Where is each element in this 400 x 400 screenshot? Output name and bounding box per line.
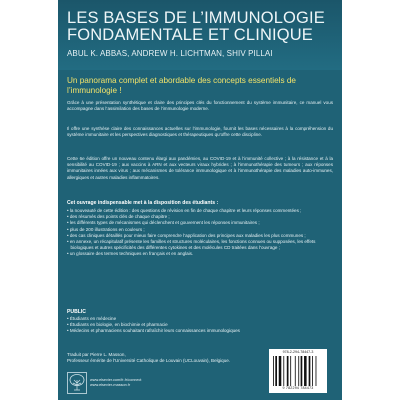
audience-heading: PUBLIC (67, 309, 86, 315)
audience-list (67, 316, 240, 335)
audience-item: • Étudiants en médecine (67, 316, 117, 321)
publisher-urls (90, 378, 141, 388)
features-heading: Cet ouvrage indispensable met à la disposition des étudiants : (67, 200, 219, 206)
translator-name: Traduit par Pierre L. Masson, (67, 352, 126, 357)
title-line-1: LES BASES DE L’IMMUNOLOGIE (67, 9, 325, 27)
feature-item: • des cas cliniques détaillés pour mieux faire comprendre l’application des principes aux maladies les plus communes ; (67, 232, 306, 238)
feature-item: • la nouveauté de cette édition : des questions de révision en fin de chaque chapitre et leurs réponses commentées ; (67, 208, 302, 213)
translator-title: Professeur émérite de l’Université Catholique de Louvain (UCLouvain), Belgique. (67, 358, 231, 364)
elsevier-tree-logo-icon (67, 372, 87, 394)
barcode-digits: 9 782294 784473 (282, 386, 314, 390)
translator-credit (67, 352, 230, 364)
isbn-label: 978-2-294-78447-3 (282, 350, 314, 354)
feature-item: • en annexe, un récapitulatif présente les familles et structures moléculaires, les fonctions connues ou supposées, les effets biologiques et autres spécificités des différentes cytokines et des molécules CD traitées dans l’ouvrage ; (67, 239, 316, 251)
publisher-url[interactable]: www.elsevier.com/fr-fr/connect (90, 378, 142, 382)
book-title (67, 10, 325, 44)
synthesis-paragraph: Il offre une synthèse claire des connaissances actuelles sur l’immunologie, fournit les bases nécessaires à la compréhension du système immunitaire et les perspectives diagnostiques et thérapeutiques qu’offre cette discipline. (67, 126, 333, 138)
publisher-url[interactable]: www.elsevier-masson.fr (90, 383, 131, 387)
feature-item: • un glossaire des termes techniques en français et en anglais. (67, 251, 194, 257)
barcode-bars-icon (273, 356, 323, 386)
feature-item: • les différents types de mécanismes qui déclenchent et gouvernent les réponses immunitaires ; (67, 220, 260, 226)
features-list (67, 208, 333, 258)
title-line-2: FONDAMENTALE ET CLINIQUE (67, 26, 313, 44)
authors: ABUL K. ABBAS, ANDREW H. LICHTMAN, SHIV PILLAI (67, 49, 273, 58)
edition-paragraph: Cette 6e édition offre un nouveau contenu élargi aux pandémies, au COVID-19 et à l’immunité collective ; à la résistance et à la sensibilité au COVID-19 ; aux vaccins à ARN et aux vecteurs viraux hybrides ; à l’immunothérapie des tumeurs ; aux réponses immunitaires innées aux virus ; aux mécanismes de tolérance immunologique et à l’immunothérapie des maladies auto-immunes, allergiques et autres maladies inflammatoires. (67, 156, 333, 180)
feature-item: • des résumés des points clés de chaque chapitre ; (67, 214, 170, 220)
tagline: Un panorama complet et abordable des concepts essentiels de l’immunologie ! (67, 76, 296, 95)
audience-item: • Médecins et pharmaciens souhaitant rafraîchir leurs connaissances immunologiques (67, 328, 240, 334)
audience-item: • Étudiants en biologie, en biochimie et pharmacie (67, 322, 168, 328)
intro-paragraph: Grâce à une présentation synthétique et claire des principes clés du fonctionnement du système immunitaire, ce manuel vous accompagne dans l’assimilation des bases de l’immunologie moderne. (67, 100, 333, 112)
barcode (269, 349, 327, 393)
feature-item: • plus de 200 illustrations en couleurs ; (67, 226, 145, 232)
book-back-cover (58, 0, 342, 400)
